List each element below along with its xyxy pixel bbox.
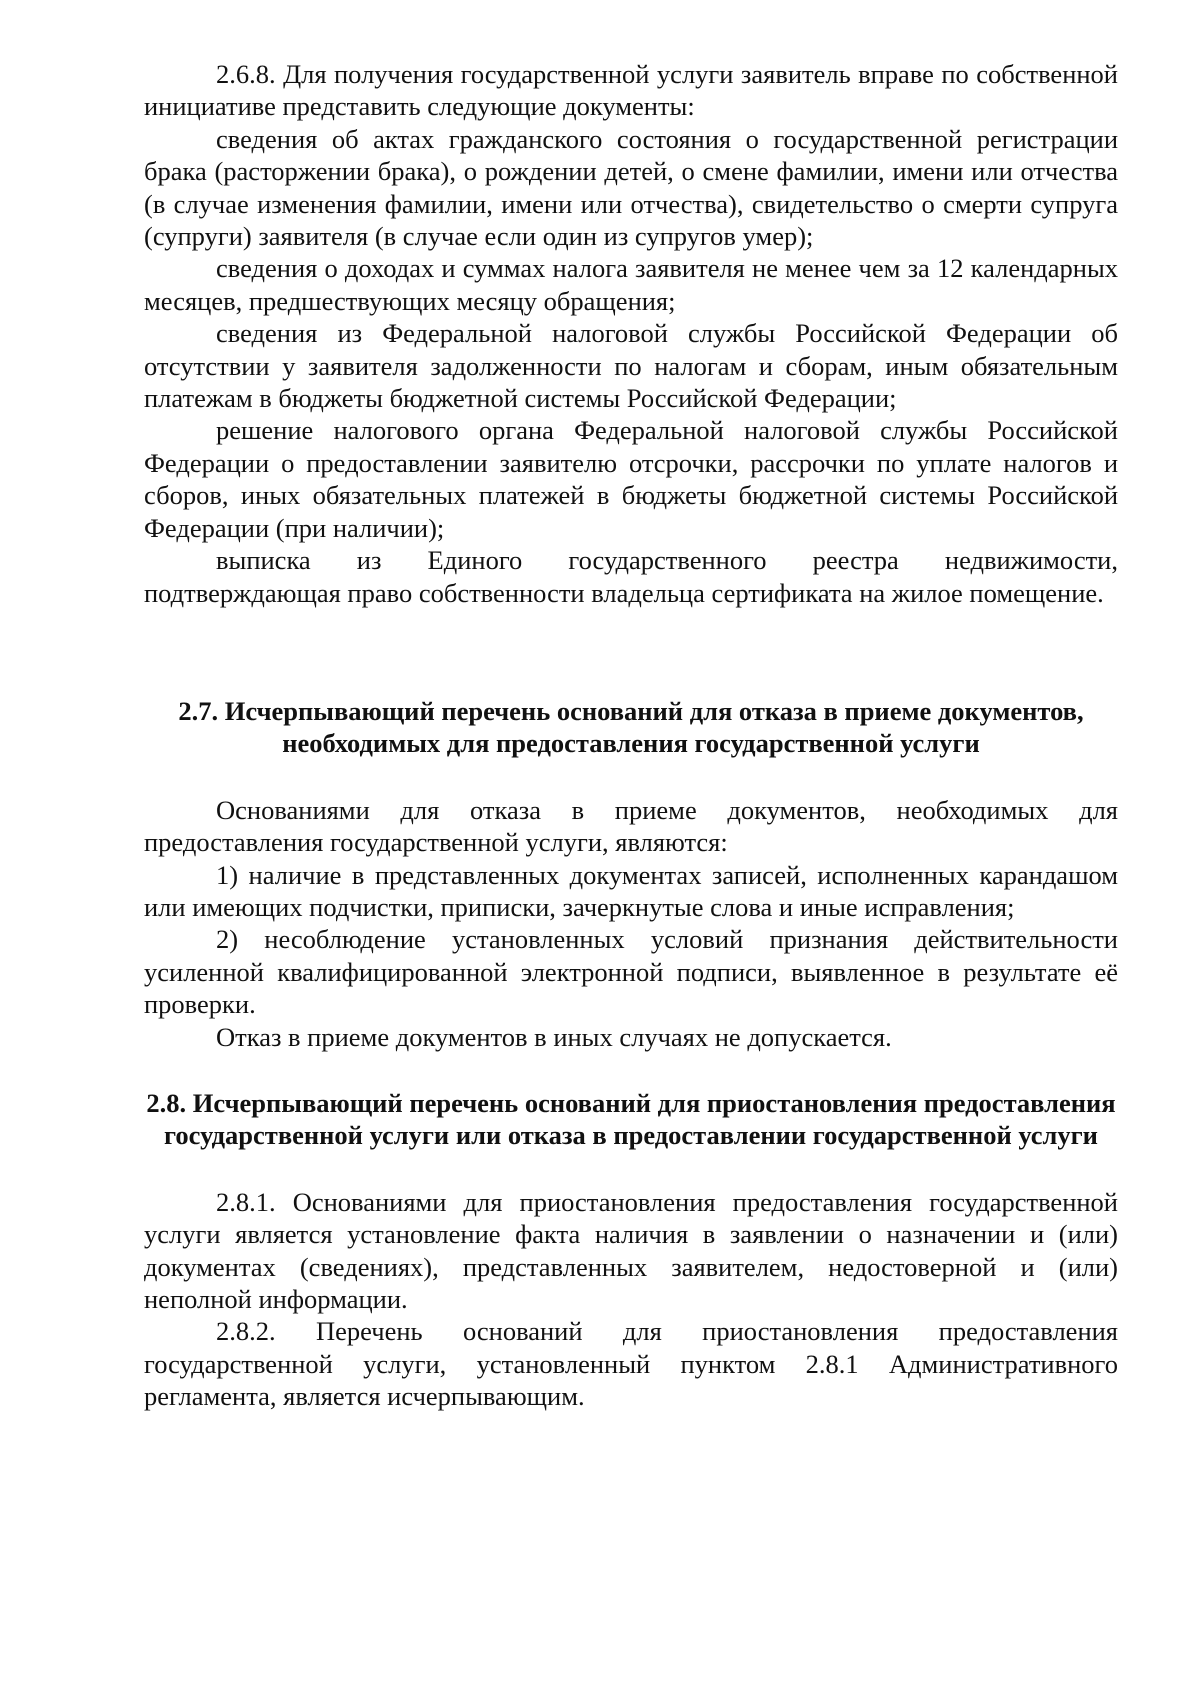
section-2-7-title: 2.7. Исчерпывающий перечень оснований для отказа в приеме документов, необходимых для предоставления государственной услуги bbox=[178, 695, 1084, 759]
paragraph-2-7-closing: Отказ в приеме документов в иных случаях не допускается. bbox=[216, 1021, 892, 1052]
paragraph-2-7-item-1: 1) наличие в представленных документах записей, исполненных карандашом или имеющих подчистки, приписки, зачеркнутые слова и иные исправления; bbox=[144, 859, 1118, 922]
paragraph-real-estate-extract: выписка из Единого государственного реестра недвижимости, подтверждающая право собственности владельца сертификата на жилое помещение. bbox=[144, 545, 1118, 608]
paragraph-civil-status-records: сведения об актах гражданского состояния о государственной регистрации брака (расторжении брака), о рождении детей, о смене фамилии, имени или отчества (в случае изменения фамилии, имени или отчества), свидетельство о смерти супруга (супруги) заявителя (в случае если один из супругов умер); bbox=[144, 123, 1118, 252]
paragraph-2-7-item-2: 2) несоблюдение установленных условий признания действительности усиленной квалифицированной электронной подписи, выявленное в результате её проверки. bbox=[144, 924, 1118, 1020]
section-2-8-title: 2.8. Исчерпывающий перечень оснований для приостановления предоставления государственной услуги или отказа в предоставлении государственной услуги bbox=[146, 1087, 1116, 1151]
paragraph-tax-deferral-decision: решение налогового органа Федеральной налоговой службы Российской Федерации о предоставлении заявителю отсрочки, рассрочки по уплате налогов и сборов, иных обязательных платежей в бюджеты бюджетной системы Российской Федерации (при наличии); bbox=[144, 415, 1118, 543]
paragraph-2-8-1: 2.8.1. Основаниями для приостановления предоставления государственной услуги является установление факта наличия в заявлении о назначении и (или) документах (сведениях), представленных заявителем, недостоверной и (или) неполной информации. bbox=[144, 1186, 1118, 1314]
paragraph-2-6-8-intro: 2.6.8. Для получения государственной услуги заявитель вправе по собственной инициативе представить следующие документы: bbox=[144, 59, 1118, 122]
paragraph-tax-debt-info: сведения из Федеральной налоговой службы Российской Федерации об отсутствии у заявителя задолженности по налогам и сборам, иным обязательным платежам в бюджеты бюджетной системы Российской Федерации; bbox=[144, 318, 1118, 414]
document-body bbox=[144, 58, 1118, 1413]
paragraph-2-8-2: 2.8.2. Перечень оснований для приостановления предоставления государственной услуги, установленный пунктом 2.8.1 Административного регламента, является исчерпывающим. bbox=[144, 1316, 1118, 1412]
paragraph-income-info: сведения о доходах и суммах налога заявителя не менее чем за 12 календарных месяцев, предшествующих месяцу обращения; bbox=[144, 253, 1118, 316]
paragraph-2-7-intro: Основаниями для отказа в приеме документов, необходимых для предоставления государственной услуги, являются: bbox=[144, 794, 1118, 858]
